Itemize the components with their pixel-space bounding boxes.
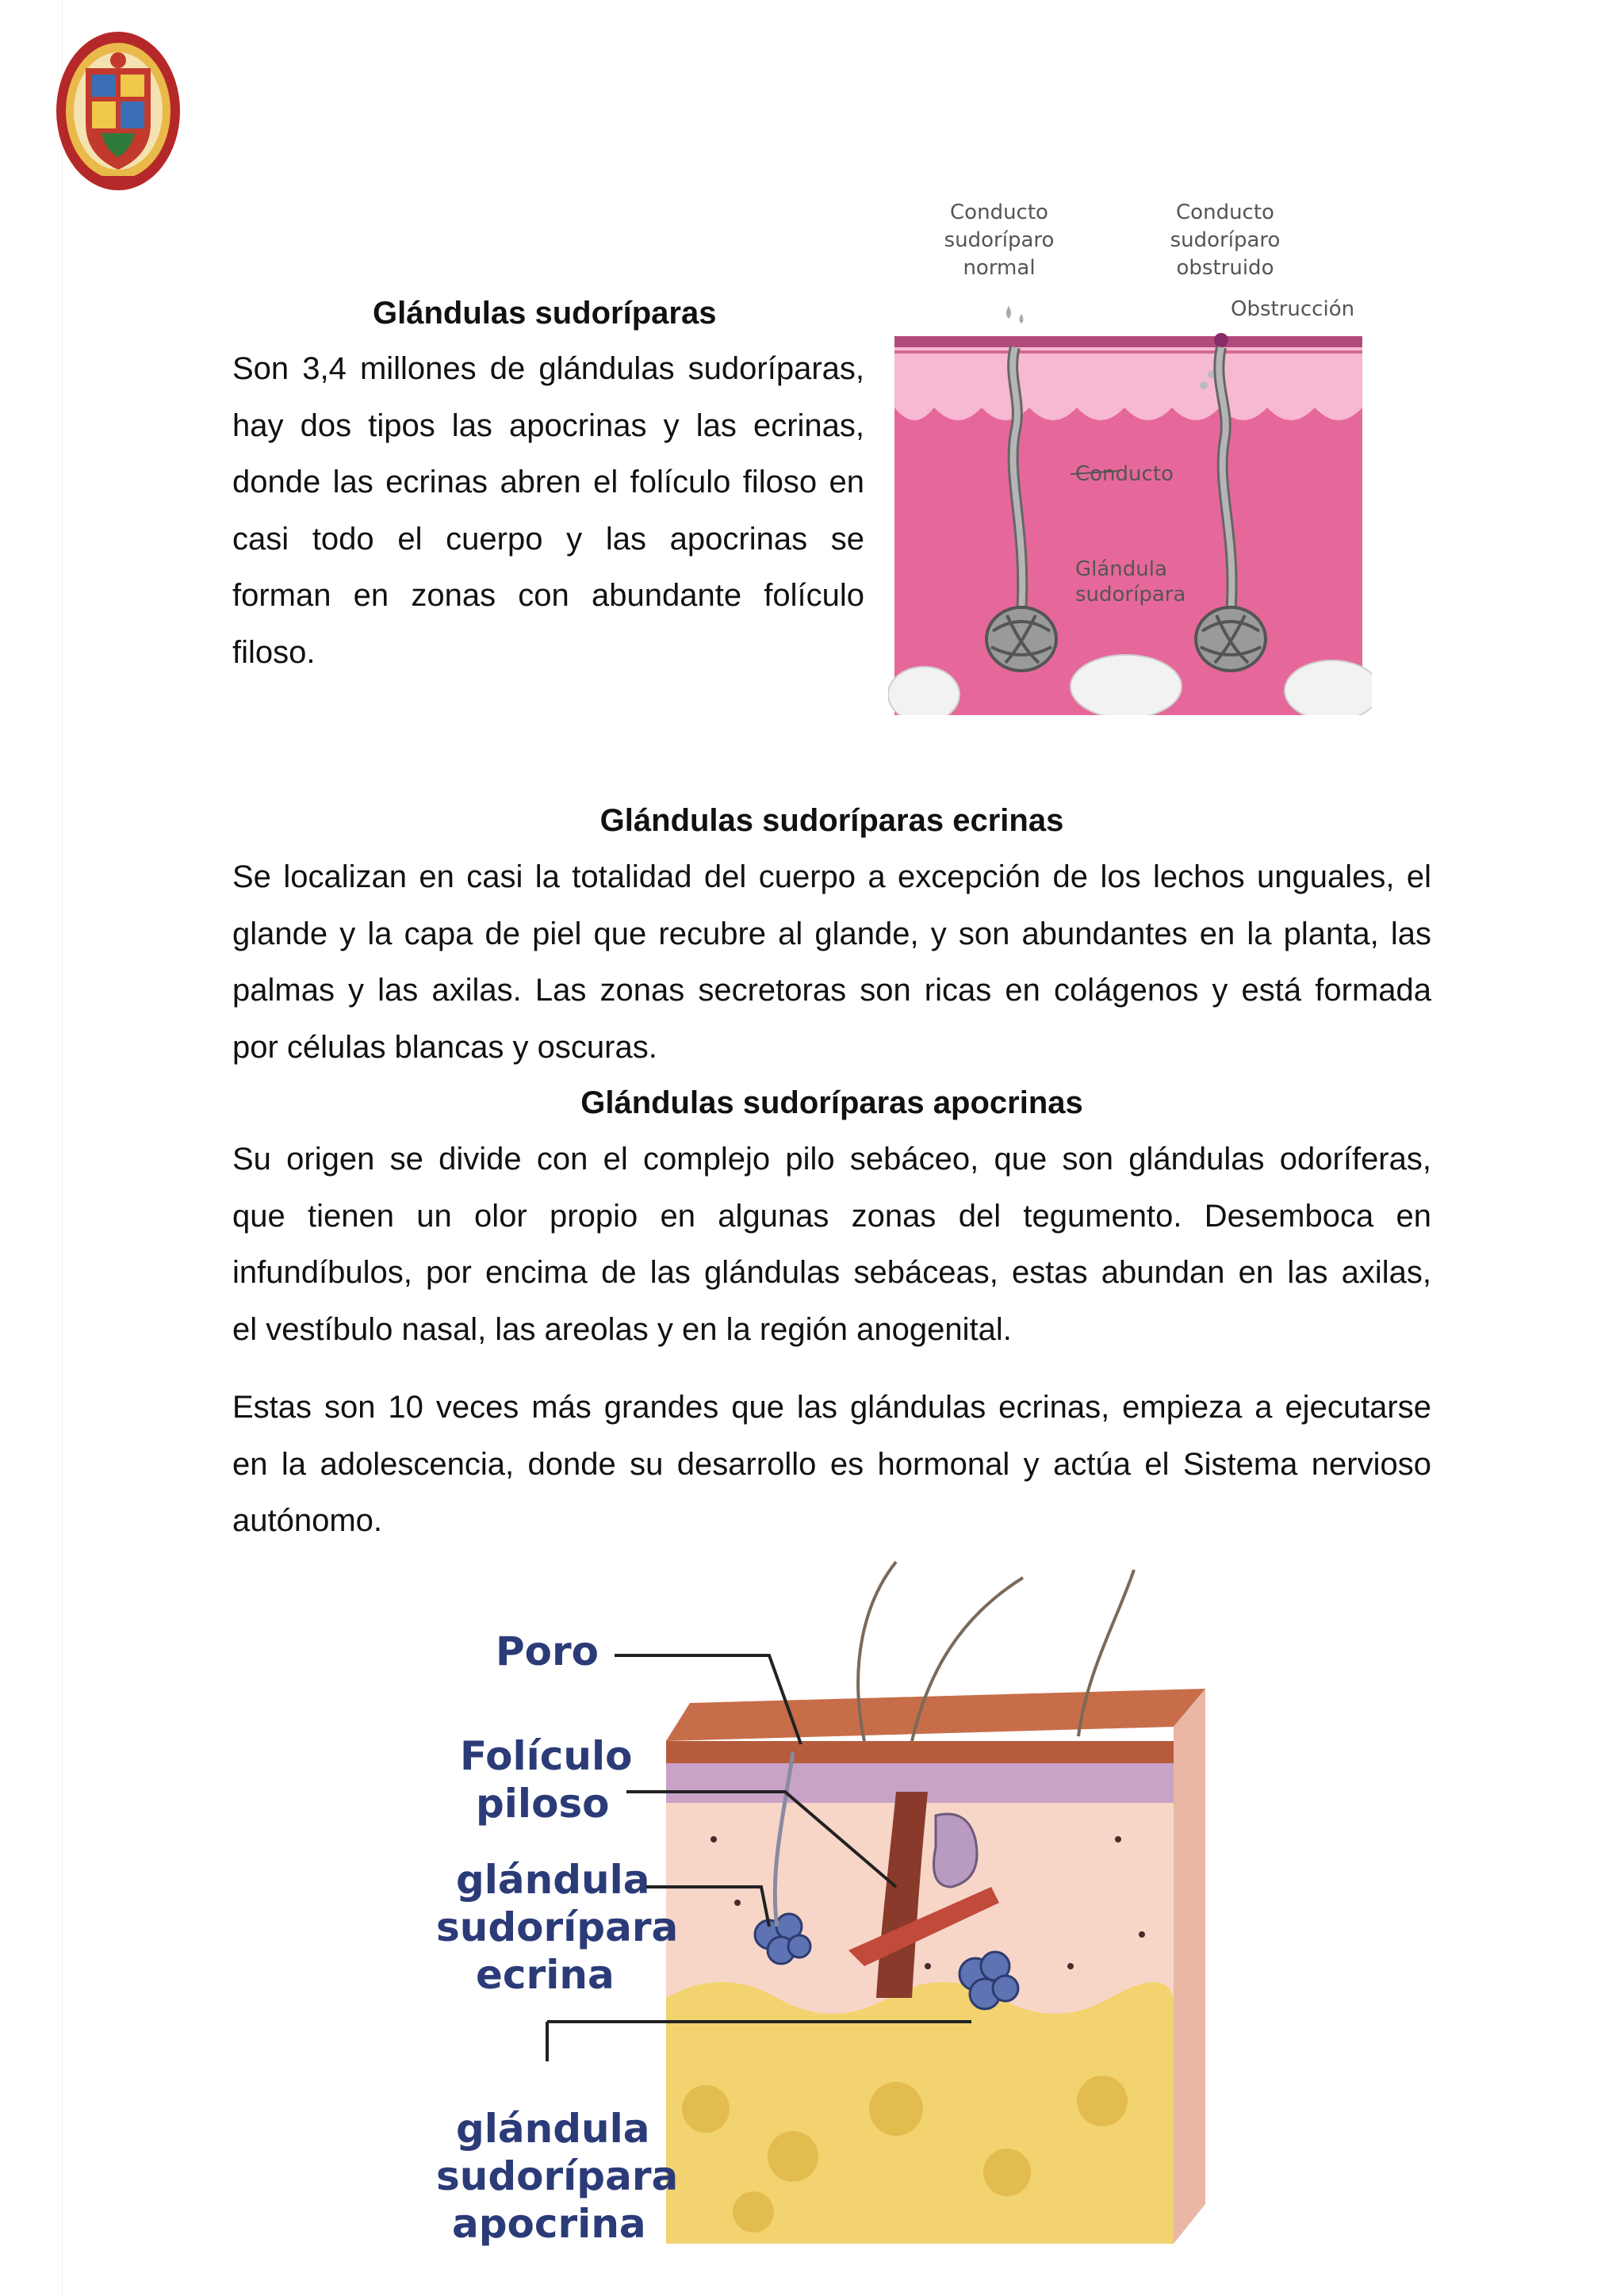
section2-line: Se localizan en casi la totalidad del cuerpo a excepción de los lechos unguales, el [232, 859, 1431, 894]
section3-paragraph1 [232, 1131, 1431, 1358]
section2-line: por células blancas y oscuras. [232, 1029, 657, 1065]
section3-line: el vestíbulo nasal, las areolas y en la región anogenital. [232, 1311, 1012, 1347]
label-apocrina-line1: glándula [456, 2106, 650, 2152]
gland-coil-obstructed [1196, 607, 1266, 671]
label-ecrina-line3: ecrina [476, 1952, 615, 1998]
label-poro: Poro [496, 1628, 599, 1674]
section3-line: autónomo. [232, 1503, 383, 1538]
label-apocrina-line3: apocrina [452, 2201, 646, 2247]
section2-title: Glándulas sudoríparas ecrinas [599, 803, 1064, 838]
section1-line: casi todo el cuerpo y las apocrinas se [232, 521, 864, 557]
label-obstruido-line1: Conducto [1176, 201, 1274, 224]
page-edge [62, 0, 63, 2296]
section3-line: Su origen se divide con el complejo pilo sebáceo, que son glándulas odoríferas, [232, 1142, 1431, 1177]
label-glandula-line1: Glándula [1075, 557, 1167, 581]
label-foliculo-line2: piloso [476, 1781, 610, 1827]
section3-line: en la adolescencia, donde su desarrollo es hormonal y actúa el Sistema nervioso [232, 1446, 1431, 1482]
section3-title: Glándulas sudoríparas apocrinas [580, 1085, 1083, 1120]
section1-line: filoso. [232, 634, 316, 670]
gland-coil-normal [986, 607, 1056, 671]
section1-line: donde las ecrinas abren el folículo filoso en [232, 465, 864, 499]
label-obstruccion: Obstrucción [1231, 297, 1355, 321]
label-normal-line3: normal [963, 256, 1036, 280]
section2-paragraph [232, 849, 1431, 1076]
label-normal-line2: sudoríparo [944, 228, 1055, 252]
section3-line: que tienen un olor propio en algunas zonas del tegumento. Desemboca en [232, 1198, 1431, 1234]
label-obstruido-line3: obstruido [1176, 256, 1274, 280]
label-apocrina-line2: sudorípara [436, 2153, 679, 2199]
label-foliculo-line1: Folículo [460, 1733, 633, 1779]
label-obstruido-line2: sudoríparo [1170, 228, 1281, 252]
sweat-gland-diagram [888, 195, 1372, 715]
section2-line: palmas y las axilas. Las zonas secretoras son ricas en colágenos y está formada [232, 973, 1431, 1008]
university-seal-logo [54, 29, 182, 193]
section1-title: Glándulas sudoríparas [373, 296, 717, 331]
section1-line: Son 3,4 millones de glándulas sudoríparas, [232, 351, 864, 386]
label-glandula-line2: sudorípara [1075, 583, 1186, 607]
section3-line: infundíbulos, por encima de las glándulas sebáceas, estas abundan en las axilas, [232, 1255, 1431, 1290]
label-conducto: Conducto [1075, 462, 1174, 486]
label-ecrina-line1: glándula [456, 1857, 650, 1903]
section3-paragraph2 [232, 1380, 1431, 1550]
skin-cross-section-diagram [420, 1554, 1245, 2252]
label-normal-line1: Conducto [950, 201, 1048, 224]
section1-line: hay dos tipos las apocrinas y las ecrinas, [232, 408, 864, 443]
section1-paragraph [232, 341, 864, 681]
section3-line: Estas son 10 veces más grandes que las glándulas ecrinas, empieza a ejecutarse [232, 1390, 1431, 1425]
section1-line: forman en zonas con abundante folículo [232, 578, 864, 613]
label-ecrina-line2: sudorípara [436, 1904, 679, 1950]
section2-line: glande y la capa de piel que recubre al glande, y son abundantes en la planta, las [232, 916, 1431, 951]
